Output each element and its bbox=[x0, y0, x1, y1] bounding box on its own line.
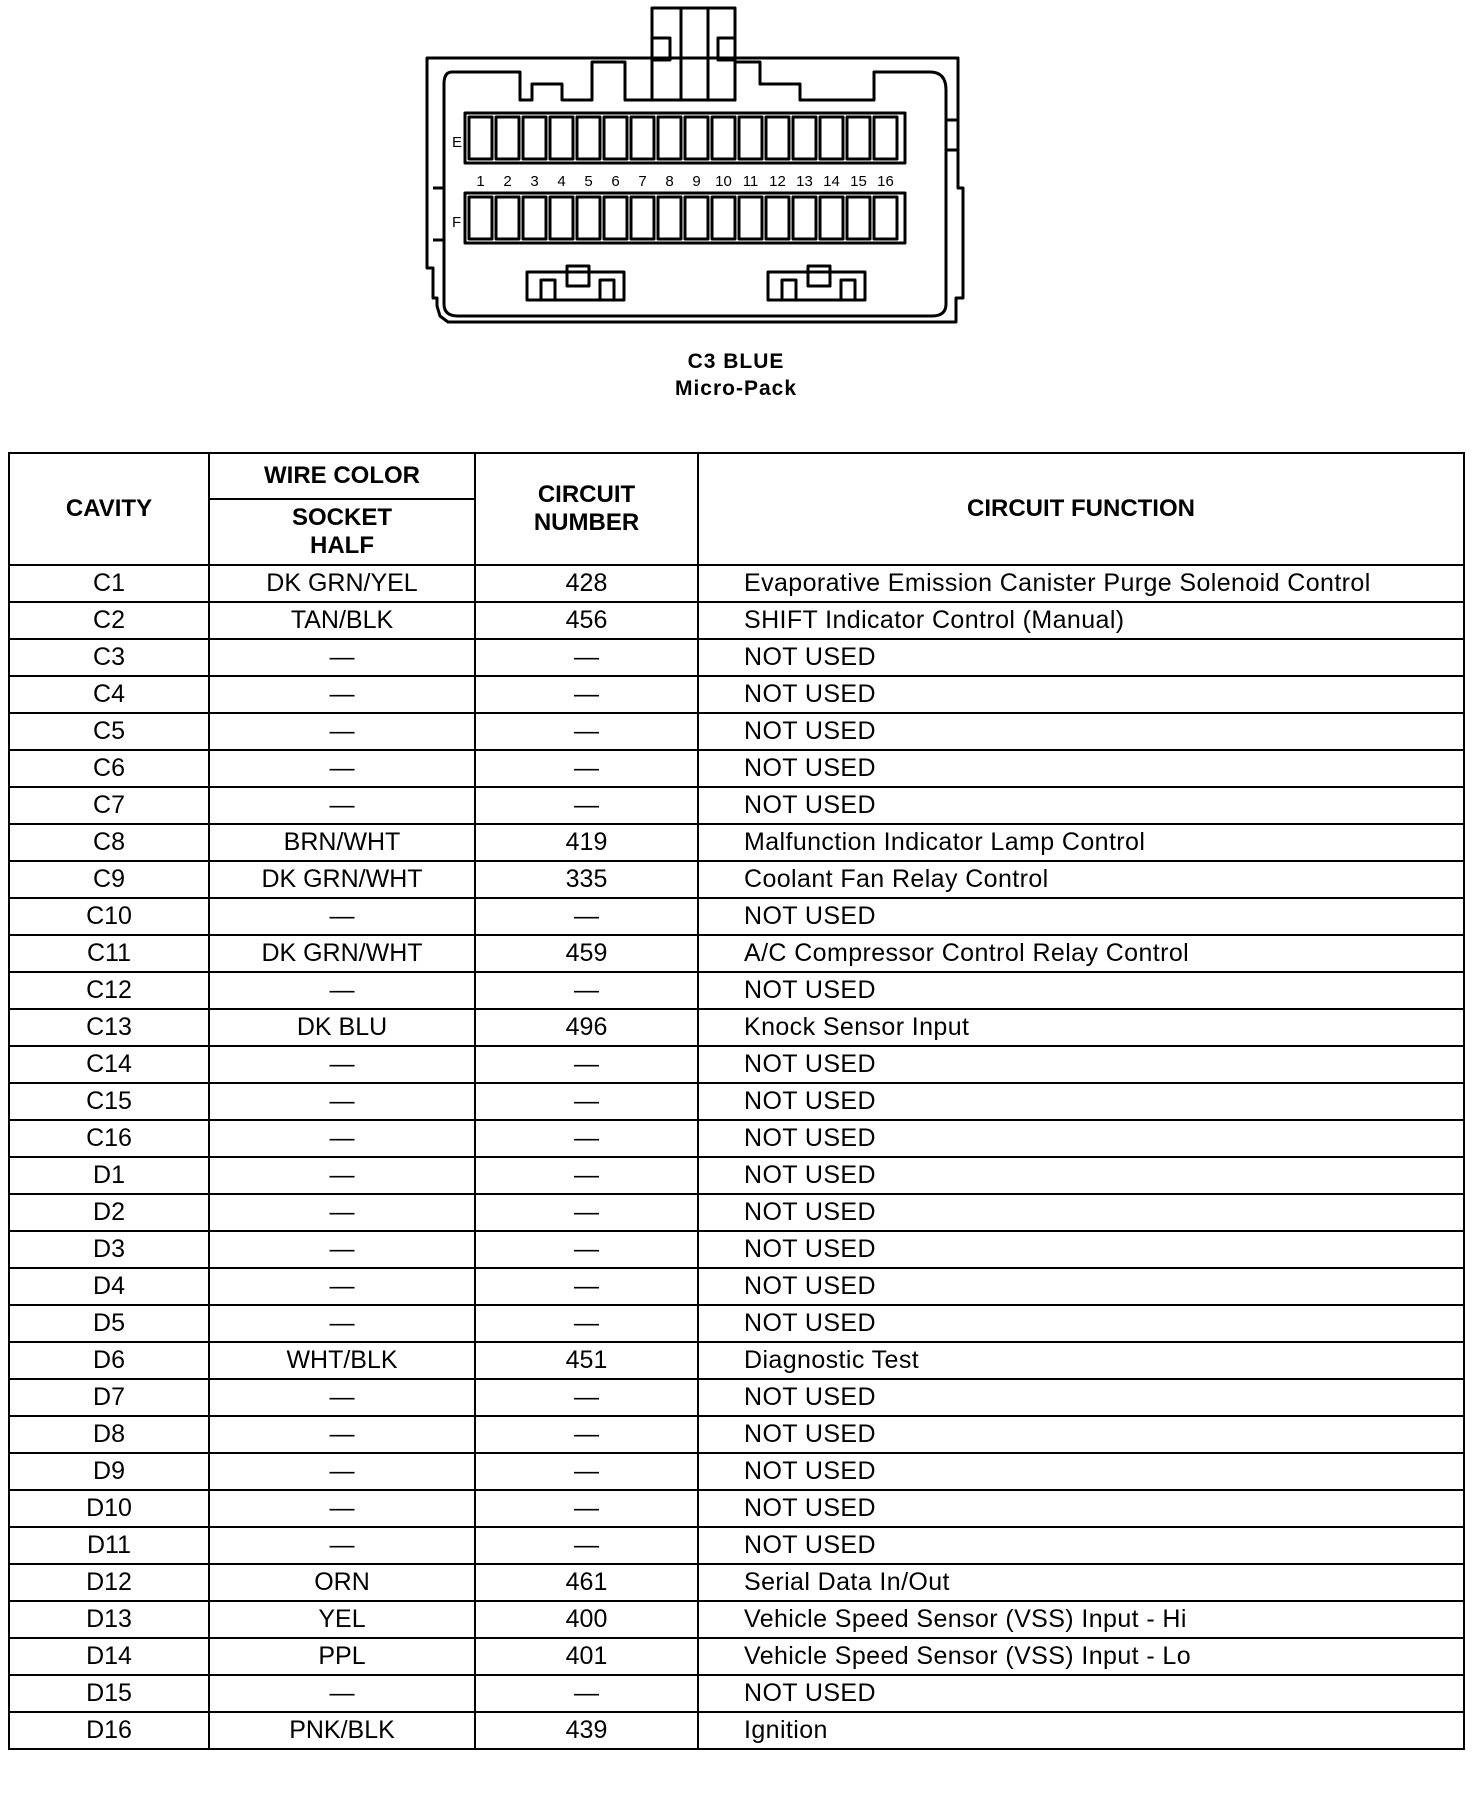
circuit-function-cell: A/C Compressor Control Relay Control bbox=[698, 935, 1464, 972]
circuit-function-cell: NOT USED bbox=[698, 1268, 1464, 1305]
circuit-function-cell: NOT USED bbox=[698, 1453, 1464, 1490]
circuit-function-cell: NOT USED bbox=[698, 676, 1464, 713]
header-cavity: CAVITY bbox=[9, 453, 209, 565]
pin-number: 10 bbox=[715, 173, 732, 190]
circuit-number-cell: — bbox=[475, 1305, 698, 1342]
connector-housing bbox=[427, 58, 963, 322]
circuit-function-cell: NOT USED bbox=[698, 1527, 1464, 1564]
pin-cavity-f2 bbox=[496, 197, 519, 239]
bottom-lock-right bbox=[768, 266, 865, 300]
table-row bbox=[9, 898, 1464, 935]
wire-color-cell: — bbox=[209, 1453, 475, 1490]
circuit-number-cell: — bbox=[475, 676, 698, 713]
table-row bbox=[9, 1638, 1464, 1675]
cavity-cell: D13 bbox=[9, 1601, 209, 1638]
circuit-number-cell: 456 bbox=[475, 602, 698, 639]
circuit-function-cell: Serial Data In/Out bbox=[698, 1564, 1464, 1601]
wire-color-cell: — bbox=[209, 713, 475, 750]
wire-color-cell: — bbox=[209, 1231, 475, 1268]
pin-cavity-e4 bbox=[550, 117, 573, 159]
table-row bbox=[9, 972, 1464, 1009]
circuit-number-cell: 401 bbox=[475, 1638, 698, 1675]
circuit-function-cell: NOT USED bbox=[698, 1231, 1464, 1268]
table-row bbox=[9, 750, 1464, 787]
pin-number: 9 bbox=[692, 173, 701, 190]
wire-color-cell: DK GRN/YEL bbox=[209, 565, 475, 602]
pin-cavity-f10 bbox=[712, 197, 735, 239]
cavity-cell: C11 bbox=[9, 935, 209, 972]
wire-color-cell: WHT/BLK bbox=[209, 1342, 475, 1379]
bottom-lock-left bbox=[527, 266, 624, 300]
table-row bbox=[9, 1675, 1464, 1712]
pinout-rows bbox=[9, 565, 1464, 1749]
circuit-function-cell: NOT USED bbox=[698, 1490, 1464, 1527]
cavity-cell: C10 bbox=[9, 898, 209, 935]
circuit-function-cell: NOT USED bbox=[698, 1379, 1464, 1416]
circuit-function-cell: NOT USED bbox=[698, 639, 1464, 676]
circuit-number-cell: — bbox=[475, 1268, 698, 1305]
table-row bbox=[9, 602, 1464, 639]
table-row bbox=[9, 1157, 1464, 1194]
pin-cavity-f3 bbox=[523, 197, 546, 239]
cavity-cell: D6 bbox=[9, 1342, 209, 1379]
pin-number: 8 bbox=[665, 173, 674, 190]
circuit-number-cell: 451 bbox=[475, 1342, 698, 1379]
circuit-function-cell: NOT USED bbox=[698, 1675, 1464, 1712]
cavity-cell: D9 bbox=[9, 1453, 209, 1490]
table-row bbox=[9, 1342, 1464, 1379]
table-row bbox=[9, 565, 1464, 602]
connector-caption-subtitle: Micro-Pack bbox=[674, 377, 798, 400]
circuit-number-cell: — bbox=[475, 1231, 698, 1268]
latch-frame bbox=[652, 8, 735, 100]
circuit-function-cell: NOT USED bbox=[698, 1046, 1464, 1083]
row-label-f: F bbox=[452, 214, 462, 231]
wire-color-cell: — bbox=[209, 1416, 475, 1453]
table-row bbox=[9, 1564, 1464, 1601]
circuit-function-cell: NOT USED bbox=[698, 1157, 1464, 1194]
wire-color-cell: DK GRN/WHT bbox=[209, 861, 475, 898]
circuit-number-cell: — bbox=[475, 1157, 698, 1194]
pin-number: 13 bbox=[796, 173, 813, 190]
table-row bbox=[9, 1009, 1464, 1046]
pin-number: 1 bbox=[476, 173, 485, 190]
cavity-cell: C6 bbox=[9, 750, 209, 787]
circuit-function-cell: NOT USED bbox=[698, 713, 1464, 750]
pin-number: 7 bbox=[638, 173, 647, 190]
cavity-cell: D14 bbox=[9, 1638, 209, 1675]
circuit-function-cell: Vehicle Speed Sensor (VSS) Input - Hi bbox=[698, 1601, 1464, 1638]
circuit-number-cell: 419 bbox=[475, 824, 698, 861]
pin-cavity-f6 bbox=[604, 197, 627, 239]
circuit-function-cell: Malfunction Indicator Lamp Control bbox=[698, 824, 1464, 861]
pin-cavity-e12 bbox=[766, 117, 789, 159]
pin-cavity-f4 bbox=[550, 197, 573, 239]
circuit-number-cell: — bbox=[475, 1379, 698, 1416]
wire-color-cell: PPL bbox=[209, 1638, 475, 1675]
circuit-number-cell: — bbox=[475, 1083, 698, 1120]
pin-cavity-e13 bbox=[793, 117, 816, 159]
cavity-cell: C8 bbox=[9, 824, 209, 861]
pin-number: 12 bbox=[769, 173, 786, 190]
pin-cavity-e16 bbox=[874, 117, 897, 159]
pinout-table bbox=[8, 452, 1465, 1750]
circuit-number-cell: — bbox=[475, 898, 698, 935]
table-row bbox=[9, 1527, 1464, 1564]
connector-diagram bbox=[0, 0, 1472, 330]
wire-color-cell: DK GRN/WHT bbox=[209, 935, 475, 972]
pin-cavity-e7 bbox=[631, 117, 654, 159]
circuit-number-cell: 335 bbox=[475, 861, 698, 898]
cavity-cell: C2 bbox=[9, 602, 209, 639]
row-label-e: E bbox=[452, 134, 463, 151]
pin-number-row bbox=[476, 173, 894, 190]
pin-cavity-f8 bbox=[658, 197, 681, 239]
table-row bbox=[9, 1416, 1464, 1453]
cavity-cell: C13 bbox=[9, 1009, 209, 1046]
circuit-function-cell: Vehicle Speed Sensor (VSS) Input - Lo bbox=[698, 1638, 1464, 1675]
table-row bbox=[9, 1712, 1464, 1749]
wire-color-cell: — bbox=[209, 1379, 475, 1416]
wire-color-cell: — bbox=[209, 898, 475, 935]
wire-color-cell: — bbox=[209, 1120, 475, 1157]
circuit-function-cell: Knock Sensor Input bbox=[698, 1009, 1464, 1046]
cavity-cell: C12 bbox=[9, 972, 209, 1009]
wire-color-cell: — bbox=[209, 1157, 475, 1194]
circuit-function-cell: NOT USED bbox=[698, 750, 1464, 787]
cavity-cell: D10 bbox=[9, 1490, 209, 1527]
wire-color-cell: — bbox=[209, 1268, 475, 1305]
table-row bbox=[9, 713, 1464, 750]
circuit-number-cell: — bbox=[475, 1527, 698, 1564]
pin-cavity-f9 bbox=[685, 197, 708, 239]
cavity-cell: D11 bbox=[9, 1527, 209, 1564]
circuit-number-cell: 439 bbox=[475, 1712, 698, 1749]
pin-number: 11 bbox=[742, 173, 759, 190]
cavity-cell: D1 bbox=[9, 1157, 209, 1194]
cavity-cell: D4 bbox=[9, 1268, 209, 1305]
table-row bbox=[9, 1194, 1464, 1231]
pin-cavity-e9 bbox=[685, 117, 708, 159]
pin-cavity-e11 bbox=[739, 117, 762, 159]
pin-row-f bbox=[465, 193, 905, 243]
table-row bbox=[9, 1231, 1464, 1268]
circuit-function-cell: NOT USED bbox=[698, 972, 1464, 1009]
table-row bbox=[9, 935, 1464, 972]
cavity-cell: C5 bbox=[9, 713, 209, 750]
pin-cavity-e15 bbox=[847, 117, 870, 159]
wire-color-cell: DK BLU bbox=[209, 1009, 475, 1046]
circuit-number-cell: — bbox=[475, 750, 698, 787]
table-row bbox=[9, 676, 1464, 713]
circuit-function-cell: NOT USED bbox=[698, 1416, 1464, 1453]
pin-number: 3 bbox=[530, 173, 539, 190]
header-circuit-function: CIRCUIT FUNCTION bbox=[698, 453, 1464, 565]
circuit-number-cell: 461 bbox=[475, 1564, 698, 1601]
circuit-function-cell: NOT USED bbox=[698, 1194, 1464, 1231]
wire-color-cell: ORN bbox=[209, 1564, 475, 1601]
cavity-cell: D12 bbox=[9, 1564, 209, 1601]
cavity-cell: D8 bbox=[9, 1416, 209, 1453]
pin-number: 2 bbox=[503, 173, 512, 190]
right-rib bbox=[946, 120, 958, 150]
wire-color-cell: — bbox=[209, 1046, 475, 1083]
wire-color-cell: — bbox=[209, 972, 475, 1009]
circuit-function-cell: Ignition bbox=[698, 1712, 1464, 1749]
cavity-cell: D3 bbox=[9, 1231, 209, 1268]
pin-number: 5 bbox=[584, 173, 593, 190]
circuit-number-cell: 459 bbox=[475, 935, 698, 972]
cavity-cell: D7 bbox=[9, 1379, 209, 1416]
wire-color-cell: — bbox=[209, 639, 475, 676]
header-socket-half: SOCKET HALF bbox=[209, 499, 475, 565]
circuit-number-cell: — bbox=[475, 1675, 698, 1712]
table-row bbox=[9, 1453, 1464, 1490]
table-row bbox=[9, 1379, 1464, 1416]
circuit-function-cell: NOT USED bbox=[698, 898, 1464, 935]
header-circuit-number: CIRCUIT NUMBER bbox=[475, 453, 698, 565]
cavity-cell: D15 bbox=[9, 1675, 209, 1712]
circuit-number-cell: 428 bbox=[475, 565, 698, 602]
cavity-cell: D2 bbox=[9, 1194, 209, 1231]
circuit-number-cell: — bbox=[475, 1453, 698, 1490]
wire-color-cell: — bbox=[209, 750, 475, 787]
cavity-cell: C14 bbox=[9, 1046, 209, 1083]
table-row bbox=[9, 1120, 1464, 1157]
circuit-number-cell: — bbox=[475, 639, 698, 676]
cavity-cell: C7 bbox=[9, 787, 209, 824]
table-row bbox=[9, 1490, 1464, 1527]
cavity-cell: C16 bbox=[9, 1120, 209, 1157]
wire-color-cell: — bbox=[209, 676, 475, 713]
circuit-function-cell: NOT USED bbox=[698, 787, 1464, 824]
wire-color-cell: — bbox=[209, 1083, 475, 1120]
wire-color-cell: — bbox=[209, 1490, 475, 1527]
cavity-cell: D16 bbox=[9, 1712, 209, 1749]
circuit-number-cell: — bbox=[475, 1120, 698, 1157]
pin-cavity-f15 bbox=[847, 197, 870, 239]
pin-row-e bbox=[465, 113, 905, 163]
wire-color-cell: PNK/BLK bbox=[209, 1712, 475, 1749]
pin-cavity-f11 bbox=[739, 197, 762, 239]
circuit-function-cell: NOT USED bbox=[698, 1120, 1464, 1157]
wire-color-cell: — bbox=[209, 787, 475, 824]
table-row bbox=[9, 1083, 1464, 1120]
circuit-number-cell: 496 bbox=[475, 1009, 698, 1046]
connector-caption-title: C3 BLUE bbox=[687, 350, 785, 373]
wire-color-cell: — bbox=[209, 1527, 475, 1564]
table-row bbox=[9, 639, 1464, 676]
header-wire-color: WIRE COLOR bbox=[209, 453, 475, 499]
pin-cavity-e1 bbox=[469, 117, 492, 159]
circuit-function-cell: Diagnostic Test bbox=[698, 1342, 1464, 1379]
wire-color-cell: — bbox=[209, 1675, 475, 1712]
pin-number: 15 bbox=[850, 173, 867, 190]
cavity-cell: C4 bbox=[9, 676, 209, 713]
circuit-function-cell: Evaporative Emission Canister Purge Solenoid Control bbox=[698, 565, 1464, 602]
pin-cavity-e10 bbox=[712, 117, 735, 159]
pin-cavity-f14 bbox=[820, 197, 843, 239]
cavity-cell: C3 bbox=[9, 639, 209, 676]
circuit-function-cell: NOT USED bbox=[698, 1305, 1464, 1342]
circuit-function-cell: SHIFT Indicator Control (Manual) bbox=[698, 602, 1464, 639]
latch-tab bbox=[681, 8, 708, 100]
pin-number: 6 bbox=[611, 173, 620, 190]
circuit-number-cell: — bbox=[475, 972, 698, 1009]
circuit-function-cell: NOT USED bbox=[698, 1083, 1464, 1120]
wire-color-cell: BRN/WHT bbox=[209, 824, 475, 861]
circuit-number-cell: — bbox=[475, 713, 698, 750]
pin-cavity-e14 bbox=[820, 117, 843, 159]
circuit-number-cell: 400 bbox=[475, 1601, 698, 1638]
circuit-number-cell: — bbox=[475, 1490, 698, 1527]
wire-color-cell: — bbox=[209, 1194, 475, 1231]
table-row bbox=[9, 1305, 1464, 1342]
cavity-cell: C9 bbox=[9, 861, 209, 898]
circuit-function-cell: Coolant Fan Relay Control bbox=[698, 861, 1464, 898]
wire-color-cell: TAN/BLK bbox=[209, 602, 475, 639]
table-row bbox=[9, 861, 1464, 898]
pin-cavity-f13 bbox=[793, 197, 816, 239]
pin-cavity-f16 bbox=[874, 197, 897, 239]
circuit-number-cell: — bbox=[475, 1416, 698, 1453]
pin-cavity-f1 bbox=[469, 197, 492, 239]
pin-cavity-f7 bbox=[631, 197, 654, 239]
wire-color-cell: YEL bbox=[209, 1601, 475, 1638]
pin-cavity-e5 bbox=[577, 117, 600, 159]
circuit-number-cell: — bbox=[475, 1194, 698, 1231]
circuit-number-cell: — bbox=[475, 787, 698, 824]
left-rib bbox=[433, 188, 444, 240]
pin-number: 14 bbox=[823, 173, 840, 190]
table-row bbox=[9, 787, 1464, 824]
table-row bbox=[9, 1601, 1464, 1638]
pin-number: 4 bbox=[557, 173, 566, 190]
pin-cavity-e2 bbox=[496, 117, 519, 159]
table-row bbox=[9, 1046, 1464, 1083]
cavity-cell: C15 bbox=[9, 1083, 209, 1120]
pin-number: 16 bbox=[877, 173, 894, 190]
pin-cavity-e8 bbox=[658, 117, 681, 159]
table-row bbox=[9, 1268, 1464, 1305]
table-row bbox=[9, 824, 1464, 861]
circuit-number-cell: — bbox=[475, 1046, 698, 1083]
pin-cavity-e3 bbox=[523, 117, 546, 159]
pin-cavity-f12 bbox=[766, 197, 789, 239]
cavity-cell: D5 bbox=[9, 1305, 209, 1342]
pin-cavity-f5 bbox=[577, 197, 600, 239]
pin-cavity-e6 bbox=[604, 117, 627, 159]
cavity-cell: C1 bbox=[9, 565, 209, 602]
wire-color-cell: — bbox=[209, 1305, 475, 1342]
